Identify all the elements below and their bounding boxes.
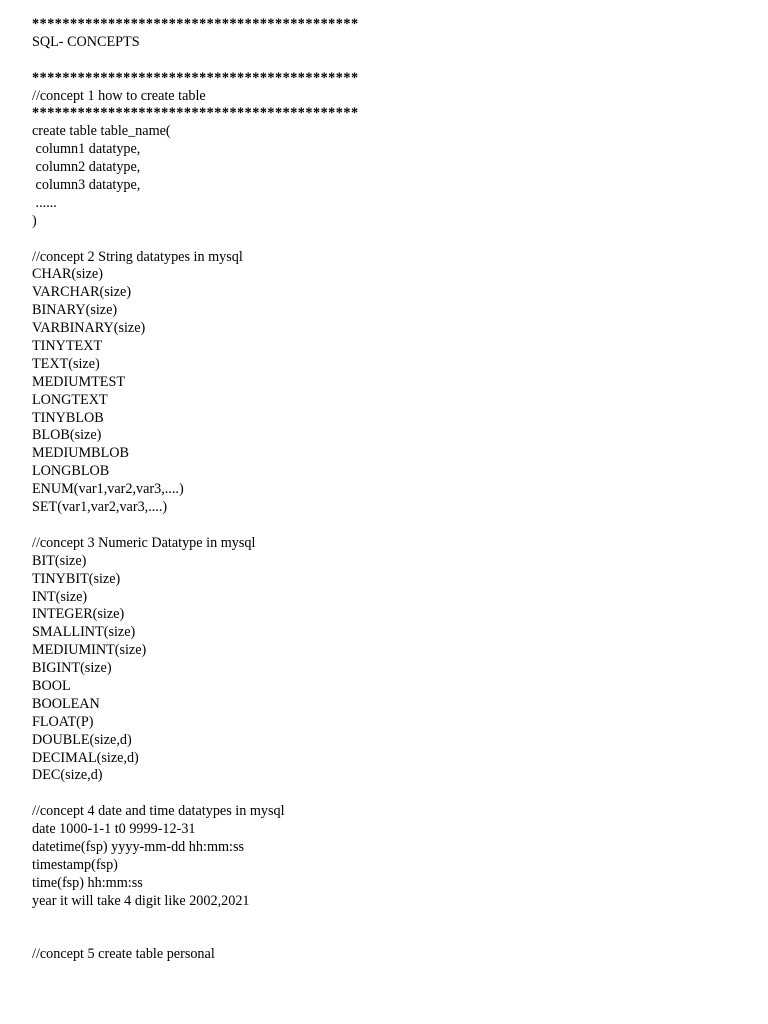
text-line: column3 datatype,: [32, 177, 141, 194]
text-line: VARBINARY(size): [32, 320, 146, 337]
separator-line: *******************************************: [32, 69, 359, 86]
text-line: time(fsp) hh:mm:ss: [32, 874, 143, 891]
text-line: column1 datatype,: [32, 141, 141, 158]
text-line: BIT(size): [32, 552, 87, 569]
text-line: BOOL: [32, 677, 71, 694]
text-line: SET(var1,var2,var3,....): [32, 499, 168, 516]
text-line: FLOAT(P): [32, 713, 94, 730]
text-line: TEXT(size): [32, 355, 100, 372]
blank-line: [32, 231, 732, 249]
text-line: CHAR(size): [32, 266, 103, 283]
text-line: DOUBLE(size,d): [32, 731, 132, 748]
text-line: TINYBIT(size): [32, 570, 121, 587]
text-line: INTEGER(size): [32, 606, 125, 623]
blank-line: [32, 517, 732, 535]
text-line: DECIMAL(size,d): [32, 749, 139, 766]
text-line: timestamp(fsp): [32, 856, 118, 873]
text-line: date 1000-1-1 t0 9999-12-31: [32, 821, 196, 838]
blank-line: [32, 785, 732, 803]
text-line: TINYTEXT: [32, 338, 103, 355]
text-line: create table table_name(: [32, 123, 171, 140]
text-line: BLOB(size): [32, 427, 102, 444]
text-line: year it will take 4 digit like 2002,2021: [32, 892, 250, 909]
text-line: MEDIUMBLOB: [32, 445, 129, 462]
concept-heading: //concept 4 date and time datatypes in mysql: [32, 803, 285, 820]
separator-line: *******************************************: [32, 16, 359, 32]
text-line: MEDIUMTEST: [32, 373, 126, 390]
text-line: BIGINT(size): [32, 660, 112, 677]
text-line: DEC(size,d): [32, 767, 103, 784]
text-line: TINYBLOB: [32, 409, 104, 426]
blank-line: [32, 52, 732, 70]
text-line: ENUM(var1,var2,var3,....): [32, 481, 184, 498]
text-line: ......: [32, 194, 57, 211]
text-line: LONGTEXT: [32, 391, 108, 408]
separator-line: *******************************************: [32, 105, 359, 122]
text-line: SMALLINT(size): [32, 624, 136, 641]
text-line: ): [32, 212, 37, 229]
blank-line: [32, 911, 732, 929]
document-body: [32, 16, 732, 964]
text-line: BOOLEAN: [32, 695, 100, 712]
text-line: MEDIUMINT(size): [32, 642, 147, 659]
text-line: LONGBLOB: [32, 463, 110, 480]
text-line: INT(size): [32, 588, 88, 605]
concept-heading: //concept 3 Numeric Datatype in mysql: [32, 534, 256, 551]
text-line: column2 datatype,: [32, 159, 141, 176]
blank-line: [32, 928, 732, 946]
text-line: SQL- CONCEPTS: [32, 33, 140, 50]
concept-heading: //concept 5 create table personal: [32, 946, 215, 963]
concept-heading: //concept 2 String datatypes in mysql: [32, 248, 243, 265]
text-line: datetime(fsp) yyyy-mm-dd hh:mm:ss: [32, 838, 244, 855]
text-line: VARCHAR(size): [32, 284, 132, 301]
text-line: BINARY(size): [32, 302, 118, 319]
concept-heading: //concept 1 how to create table: [32, 87, 206, 104]
